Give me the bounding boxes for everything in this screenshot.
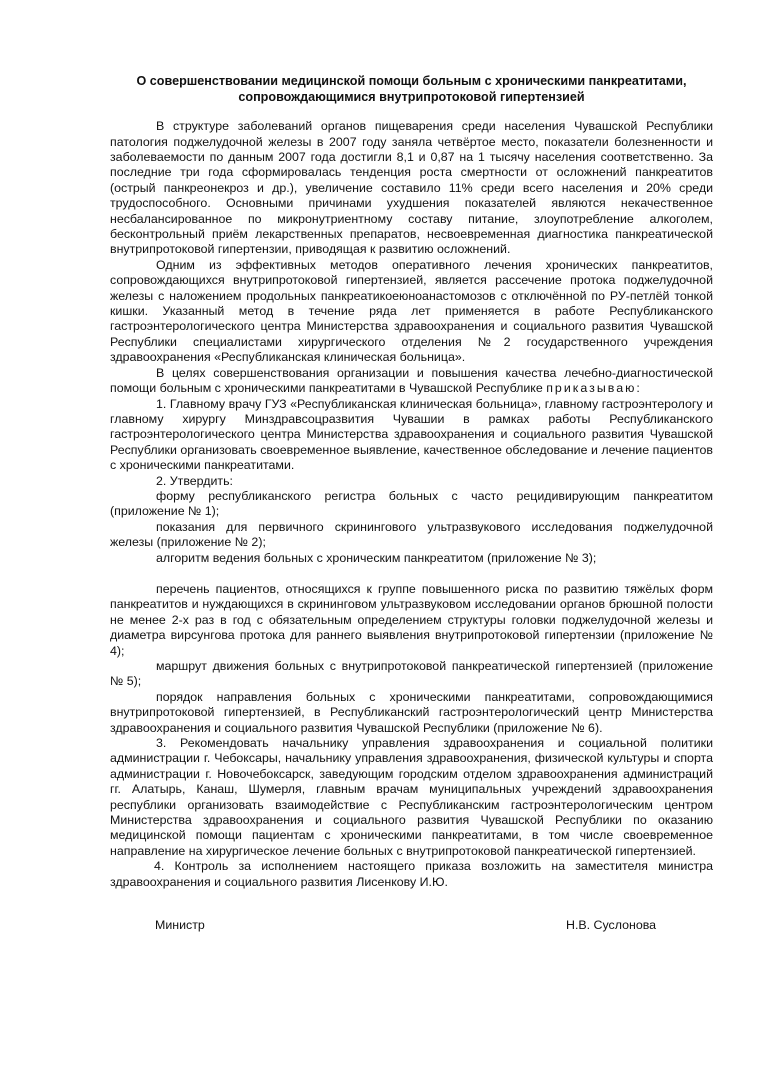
order-item-1: 1. Главному врачу ГУЗ «Республиканская клиническая больница», главному гастроэнтерологу и главному хирургу Минздравсоцразвития Чувашии в рамках работы Республиканского гастроэнтерологического центра Министерства здравоохранения и социального развития Чувашской Республики организовать своевременное выявление, качественное обследование и лечение пациентов с хроническими панкреатитами.	[110, 396, 713, 473]
purpose-text: В целях совершенствования организации и повышения качества лечебно-диагностической помощи больным с хроническими панкреатитами в Чувашской Республике	[110, 365, 713, 396]
order-item-2c: алгоритм ведения больных с хроническим панкреатитом (приложение № 3);	[156, 550, 597, 565]
order-item-2f: порядок направления больных с хроническими панкреатитами, сопровождающимися внутрипротоковой гипертензией, в Республиканский гастроэнтерологический центр Министерства здравоохранения и социального развития Чувашской Республики (приложение № 6).	[110, 689, 713, 735]
title-line-1: О совершенствовании медицинской помощи больным с хроническими панкреатитами,	[136, 74, 687, 88]
order-item-2e: маршрут движения больных с внутрипротоковой панкреатической гипертензией (приложение № 5);	[110, 659, 713, 689]
order-word: приказываю:	[546, 381, 642, 396]
paragraph-intro: В структуре заболеваний органов пищеварения среди населения Чувашской Республики патология поджелудочной железы в 2007 году заняла четвёртое место, показатели болезненности и заболеваемости по данным 2007 года достигли 8,1 и 0,87 на 1 тысячу населения соответственно. За последние три года сформировалась тенденция роста смертности от осложнений панкреатитов (острый панкреонекроз и др.), увеличение составило 11% среди всего населения и 20% среди трудоспособного. Основными причинами ухудшения показателей являются некачественное несбалансированное по микронутриентному составу питание, злоупотребление алкоголем, бесконтрольный приём лекарственных препаратов, несвоевременная диагностика панкреатической внутрипротоковой гипертензии, приводящая к развитию осложнений.	[110, 119, 713, 257]
order-item-2b: показания для первичного скринингового ультразвукового исследования поджелудочной железы (приложение № 2);	[110, 519, 713, 550]
paragraph-purpose	[110, 366, 713, 397]
title-line-2: сопровождающимися внутрипротоковой гипертензией	[238, 89, 585, 104]
order-item-2: 2. Утвердить:	[156, 473, 233, 488]
signature-name: Н.В. Суслонова	[566, 918, 657, 932]
order-item-3: 3. Рекомендовать начальнику управления здравоохранения и социальной политики администрации г. Чебоксары, начальнику управления здравоохранения, физической культуры и спорта администрации г. Новочебоксарск, заведующим городским отделом здравоохранения администраций гг. Алатырь, Канаш, Шумерля, главным врачам муниципальных учреждений здравоохранения республики организовать взаимодействие с Республиканским гастроэнтерологическим центром Министерства здравоохранения и социального развития Чувашской Республики по оказанию медицинской помощи пациентам с хроническими панкреатитами, в том числе своевременное направление на хирургическое лечение больных с внутрипротоковой панкреатической гипертензией.	[110, 736, 713, 858]
order-item-2a: форму республиканского регистра больных с часто рецидивирующим панкреатитом (приложение № 1);	[110, 488, 713, 519]
paragraph-method: Одним из эффективных методов оперативного лечения хронических панкреатитов, сопровождающихся внутрипротоковой гипертензией, является рассечение протока поджелудочной железы с наложением продольных панкреатикоеюноанастомозов с отключённой по РУ-петлёй тонкой кишки. Указанный метод в течение ряда лет применяется в работе Республиканского гастроэнтерологического центра Министерства здравоохранения и социального развития Чувашской Республики специалистами хирургического отделения №2 государственного учреждения здравоохранения «Республиканская клиническая больница».	[110, 257, 713, 365]
document-title	[110, 74, 713, 105]
signature-position: Министр	[155, 918, 205, 932]
spacer	[110, 566, 713, 582]
order-item-4: 4. Контроль за исполнением настоящего приказа возложить на заместителя министра здравоохранения и социального развития Лисенкову И.Ю.	[110, 859, 713, 889]
order-item-2d: перечень пациентов, относящихся к группе повышенного риска по развитию тяжёлых форм панкреатитов и нуждающихся в скрининговом ультразвуковом исследовании органов брюшной полости не менее 2-х раз в год с обязательным определением структуры головки поджелудочной железы и диаметра вирсунгова протока для раннего выявления внутрипротоковой гипертензии (приложение № 4);	[110, 581, 713, 658]
